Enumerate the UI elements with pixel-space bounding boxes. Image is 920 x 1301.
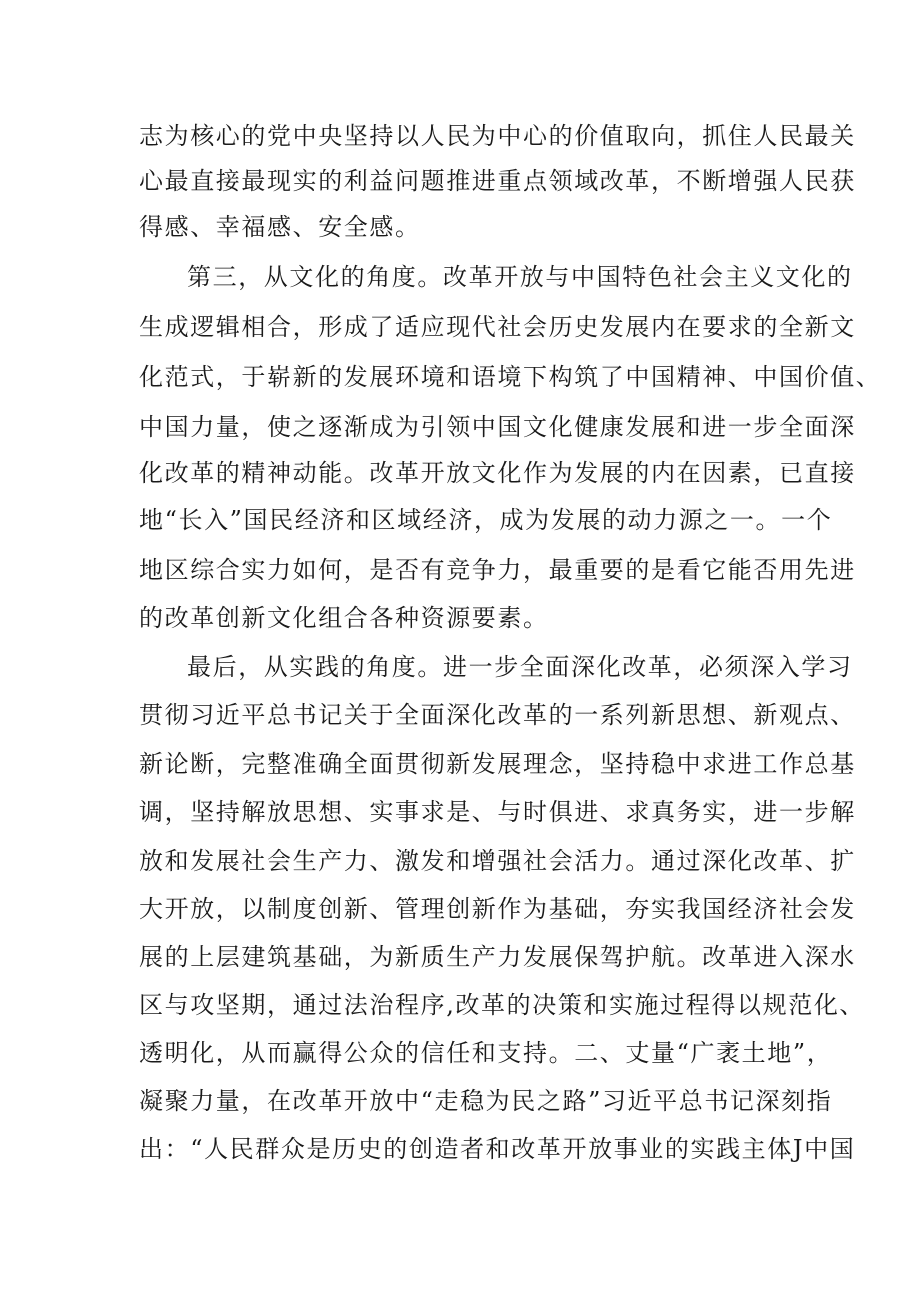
text-line: 得感、幸福感、安全感。 [139,213,421,241]
text-line: 志为核心的党中央坚持以人民为中心的价值取向，抓住人民最关 [139,122,856,150]
text-line: 中国力量，使之逐渐成为引领中国文化健康发展和进一步全面深 [139,413,856,441]
text-line: 生成逻辑相合，形成了适应现代社会历史发展内在要求的全新文 [139,313,856,341]
text-line: 展的上层建筑基础，为新质生产力发展保驾护航。改革进入深水 [139,943,856,971]
text-line: 区与攻坚期，通过法治程序,改革的决策和实施过程得以规范化、 [139,991,866,1019]
text-line: 化范式，于崭新的发展环境和语境下构筑了中国精神、中国价值、 [139,363,882,391]
text-line: 地区综合实力如何，是否有竞争力，最重要的是看它能否用先进 [139,556,856,584]
text-line: 地“长入”国民经济和区域经济，成为发展的动力源之一。一个 [139,506,833,534]
text-line: 贯彻习近平总书记关于全面深化改革的一系列新思想、新观点、 [139,701,856,729]
text-line: 调，坚持解放思想、实事求是、与时俱进、求真务实，进一步解 [139,798,856,826]
text-line: 放和发展社会生产力、激发和增强社会活力。通过深化改革、扩 [139,847,856,875]
paragraph-start-line: 第三，从文化的角度。改革开放与中国特色社会主义文化的 [187,263,853,291]
text-line: 心最直接最现实的利益问题推进重点领域改革，不断增强人民获 [139,167,856,195]
text-line: 新论断，完整准确全面贯彻新发展理念，坚持稳中求进工作总基 [139,750,856,778]
text-line: 透明化，从而赢得公众的信任和支持。二、丈量“广袤土地”， [139,1039,833,1067]
text-line: 大开放，以制度创新、管理创新作为基础，夯实我国经济社会发 [139,895,856,923]
paragraph-start-line: 最后，从实践的角度。进一步全面深化改革，必须深入学习 [187,653,853,681]
text-line: 的改革创新文化组合各种资源要素。 [139,604,549,632]
text-line: 凝聚力量，在改革开放中“走稳为民之路”习近平总书记深刻指 [139,1087,833,1115]
text-line: 出：“人民群众是历史的创造者和改革开放事业的实践主体J中国 [139,1135,856,1163]
text-line: 化改革的精神动能。改革开放文化作为发展的内在因素，已直接 [139,459,856,487]
